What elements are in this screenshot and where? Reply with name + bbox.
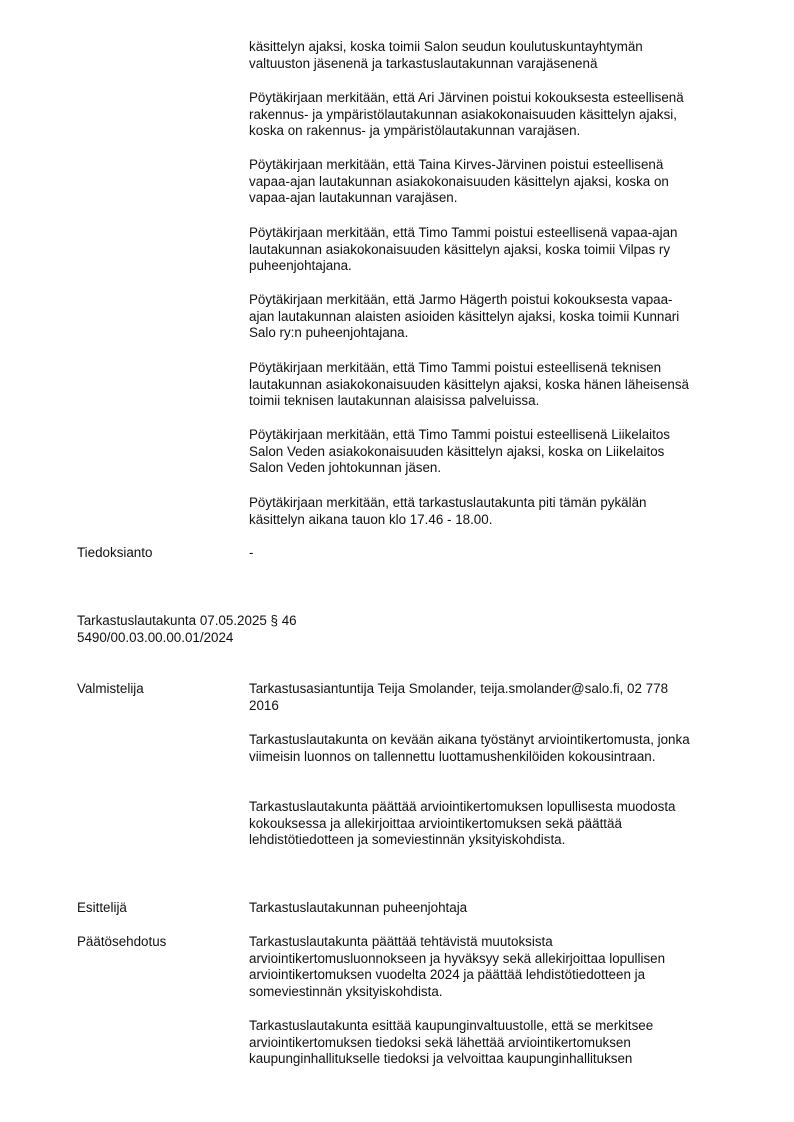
valmistelija-paragraph-1: Tarkastuslautakunta on kevään aikana työstänyt arviointikertomusta, jonka viimeisin luonnos on tallennettu luottamushenkilöiden kokousintraan.: [249, 732, 690, 764]
valmistelija-label: Valmistelija: [77, 681, 144, 696]
valmistelija-paragraph-2: Tarkastuslautakunta päättää arviointikertomuksen lopullisesta muodosta kokouksessa ja allekirjoittaa arviointikertomuksen sekä päättää lehdistötiedotteen ja someviestinnän yksityiskohdista.: [249, 799, 676, 848]
tiedoksianto-label: Tiedoksianto: [77, 545, 153, 560]
valmistelija-value: Tarkastusasiantuntija Teija Smolander, teija.smolander@salo.fi, 02 778 2016: [249, 681, 669, 713]
paragraph-timo-tammi-salon-vesi: Pöytäkirjaan merkitään, että Timo Tammi poistui esteellisenä Liikelaitos Salon Veden asiakokonaisuuden käsittelyn ajaksi, koska on Liikelaitos Salon Veden johtokunnan jäsen.: [249, 427, 671, 476]
paragraph-timo-tammi-vapaa-ajan: Pöytäkirjaan merkitään, että Timo Tammi poistui esteellisenä vapaa-ajan lautakunnan asiakokonaisuuden käsittelyn ajaksi, koska toimii Vilpas ry puheenjohtajana.: [249, 225, 678, 274]
paragraph-jarmo-hagerth: Pöytäkirjaan merkitään, että Jarmo Hägerth poistui kokouksesta vapaa- ajan lautakunnan alaisten asioiden käsittelyn ajaksi, koska toimii Kunnari Salo ry:n puheenjohtajana.: [249, 292, 680, 341]
paragraph-continuation: käsittelyn ajaksi, koska toimii Salon seudun koulutuskuntayhtymän valtuuston jäsenenä ja tarkastuslautakunnan varajäsenenä: [249, 39, 643, 71]
paatosehdotus-paragraph-1: Tarkastuslautakunta päättää tehtävistä muutoksista arviointikertomusluonnokseen ja hyväksyy sekä allekirjoittaa lopullisen arviointikertomuksen vuodelta 2024 ja päättää lehdistötiedotteen ja someviestinnän yksityiskohdista.: [249, 934, 666, 1000]
paragraph-tauko: Pöytäkirjaan merkitään, että tarkastuslautakunta piti tämän pykälän käsittelyn aikana tauon klo 17.46 - 18.00.: [249, 495, 647, 527]
section-header-meeting: Tarkastuslautakunta 07.05.2025 § 46: [77, 613, 297, 628]
paragraph-timo-tammi-tekninen: Pöytäkirjaan merkitään, että Timo Tammi poistui esteellisenä teknisen lautakunnan asiakokonaisuuden käsittelyn ajaksi, koska hänen läheisensä toimii teknisen lautakunnan alaisissa palveluissa.: [249, 360, 689, 409]
esittelija-label: Esittelijä: [77, 900, 127, 915]
tiedoksianto-value: -: [249, 545, 254, 560]
paatosehdotus-paragraph-2: Tarkastuslautakunta esittää kaupunginvaltuustolle, että se merkitsee arviointikertomuksen tiedoksi sekä lähettää arviointikertomuksen kaupunginhallitukselle tiedoksi ja velvoittaa kaupunginhallituksen: [249, 1018, 654, 1067]
paatosehdotus-label: Päätösehdotus: [77, 934, 167, 949]
section-header-diary-number: 5490/00.03.00.00.01/2024: [77, 630, 234, 645]
paragraph-ari-jarvinen: Pöytäkirjaan merkitään, että Ari Järvinen poistui kokouksesta esteellisenä rakennus- ja ympäristölautakunnan asiakokonaisuuden käsittelyn ajaksi, koska on rakennus- ja ympäristölautakunnan varajäsen.: [249, 90, 684, 139]
paragraph-taina-kirves-jarvinen: Pöytäkirjaan merkitään, että Taina Kirves-Järvinen poistui esteellisenä vapaa-ajan lautakunnan asiakokonaisuuden käsittelyn ajaksi, koska on vapaa-ajan lautakunnan varajäsen.: [249, 157, 669, 206]
esittelija-value: Tarkastuslautakunnan puheenjohtaja: [249, 900, 468, 915]
